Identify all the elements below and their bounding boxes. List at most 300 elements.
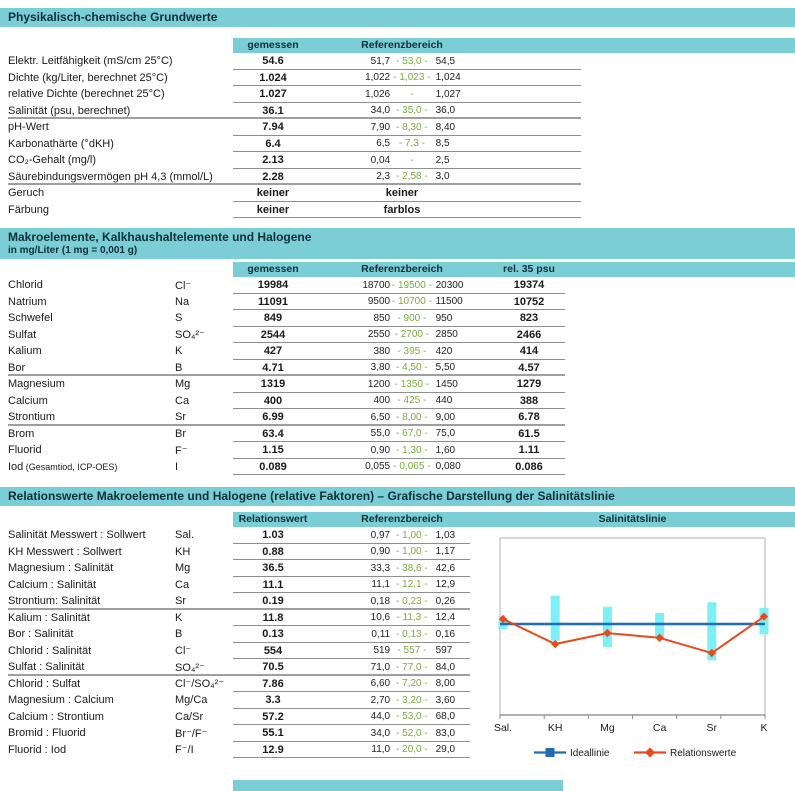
reference-range <box>313 105 491 116</box>
reference-mid: - 1,00 - <box>396 546 428 558</box>
measured-value: 1319 <box>260 378 286 391</box>
x-axis-label: Ca <box>652 722 667 734</box>
reference-max: 8,40 <box>435 121 456 133</box>
reference-min: 519 <box>373 645 391 657</box>
reference-max: 9,00 <box>435 411 456 423</box>
element-symbol: Ca <box>175 394 190 407</box>
reference-mid: - 38,6 - <box>396 562 428 574</box>
reference-min: 2,70 <box>370 694 391 706</box>
reference-min: 6,60 <box>370 678 391 690</box>
measured-value: keiner <box>256 187 290 200</box>
measured-value: 2.28 <box>262 170 284 183</box>
reference-mid: - 77,0 - <box>396 661 428 673</box>
element-symbol: B <box>175 361 183 374</box>
reference-min: 0,97 <box>370 529 391 541</box>
measured-value: 63.4 <box>262 427 284 440</box>
reference-mid: - 557 - <box>397 645 427 657</box>
reference-mid: - 395 - <box>397 345 427 357</box>
reference-min: 850 <box>373 312 391 324</box>
reference-min: 0,90 <box>370 444 391 456</box>
measured-value: 4.71 <box>262 361 284 374</box>
reference-range <box>313 280 491 291</box>
x-axis-label: K <box>760 722 768 734</box>
measured-value: 2544 <box>260 328 286 341</box>
row-label: Magnesium : Calcium <box>8 694 114 707</box>
legend-relation-label: Relationswerte <box>670 748 737 759</box>
reference-mid: - 67,0 - <box>396 428 428 440</box>
legend-ideal-marker <box>546 748 555 757</box>
reference-range-bar <box>603 607 612 647</box>
table-row <box>8 86 795 103</box>
reference-range <box>313 563 491 574</box>
reference-min: 400 <box>373 395 391 407</box>
reference-range <box>313 346 491 357</box>
reference-range <box>313 412 491 423</box>
reference-max: 3,60 <box>435 694 456 706</box>
row-label: pH-Wert <box>8 121 49 134</box>
table-row <box>8 426 795 443</box>
reference-min: 11,0 <box>371 744 391 756</box>
reference-mid: - <box>410 88 414 100</box>
reference-range <box>313 695 491 706</box>
row-label: Chlorid <box>8 279 43 292</box>
row-label: Kalium <box>8 345 42 358</box>
element-symbol: Br⁻/F⁻ <box>175 727 208 740</box>
reference-range <box>313 362 491 373</box>
reference-mid: - 0,065 - <box>393 461 431 473</box>
reference-min: 51,7 <box>370 55 391 67</box>
section-title-band <box>0 8 795 27</box>
reference-max: 12,9 <box>435 579 456 591</box>
element-symbol: Mg <box>175 562 191 575</box>
reference-range <box>313 89 491 100</box>
table-row <box>8 53 795 70</box>
table-row <box>8 70 795 87</box>
column-header-measured: gemessen <box>247 263 299 275</box>
reference-max: 3,0 <box>435 171 450 183</box>
reference-mid: - 1,023 - <box>393 72 431 84</box>
measured-value: 70.5 <box>262 661 284 674</box>
element-symbol: F⁻/I <box>175 744 194 757</box>
measured-value: 0.089 <box>259 460 287 473</box>
measured-value: 3.3 <box>265 694 281 707</box>
reference-mid: - 7,20 - <box>396 678 428 690</box>
row-label: Strontium: Salinität <box>8 595 101 608</box>
rel35-value: 6.78 <box>518 411 540 424</box>
element-symbol: Br <box>175 427 186 440</box>
measured-value: 6.4 <box>265 137 281 150</box>
row-label: Chlorid : Sulfat <box>8 677 81 690</box>
reference-max: 11500 <box>435 296 463 308</box>
element-symbol: B <box>175 628 183 641</box>
reference-mid: - 53,0 - <box>396 55 428 67</box>
rel35-value: 1279 <box>516 378 542 391</box>
reference-min: 0,055 <box>365 461 391 473</box>
row-divider <box>233 217 581 218</box>
reference-max: 0,080 <box>435 461 461 473</box>
measured-value: 1.027 <box>259 88 287 101</box>
reference-mid: - 425 - <box>397 395 427 407</box>
table-row <box>8 152 795 169</box>
element-symbol: Ca <box>175 578 190 591</box>
row-label: KH Messwert : Sollwert <box>8 545 122 558</box>
measured-value: 11.1 <box>262 578 284 591</box>
reference-range <box>313 579 491 590</box>
reference-min: 11,1 <box>371 579 391 591</box>
reference-max: 0,16 <box>435 628 456 640</box>
element-symbol: K <box>175 345 183 358</box>
reference-mid: - 10700 - <box>391 296 432 308</box>
measured-value: 1.03 <box>262 529 284 542</box>
row-label: Salinität Messwert : Sollwert <box>8 529 146 542</box>
measured-value: 19984 <box>257 279 289 292</box>
reference-range <box>313 122 491 133</box>
row-label: Dichte (kg/Liter, berechnet 25°C) <box>8 71 168 84</box>
reference-min: 33,3 <box>370 562 391 574</box>
reference-max: 8,5 <box>435 138 450 150</box>
row-label: Chlorid : Salinität <box>8 644 92 657</box>
table-row <box>8 327 795 344</box>
reference-min: 6,5 <box>376 138 391 150</box>
element-symbol: Na <box>175 295 190 308</box>
reference-min: 34,0 <box>370 727 391 739</box>
measured-value: keiner <box>256 203 290 216</box>
element-symbol: SO₄²⁻ <box>175 329 205 342</box>
measured-value: 57.2 <box>262 710 284 723</box>
reference-range <box>313 612 491 623</box>
reference-min: 0,18 <box>370 595 391 607</box>
reference-max: 1,024 <box>435 72 461 84</box>
measured-value: 7.94 <box>262 121 284 134</box>
reference-range <box>313 329 491 340</box>
x-axis-label: KH <box>547 722 563 734</box>
reference-max: 2,5 <box>435 154 450 166</box>
reference-range <box>313 728 491 739</box>
section-title: Physikalisch-chemische Grundwerte <box>8 10 218 24</box>
measured-value: 0.13 <box>262 628 284 641</box>
reference-range <box>313 744 491 755</box>
element-symbol: Sr <box>175 411 186 424</box>
rel35-value: 823 <box>519 312 539 325</box>
reference-range <box>313 138 491 149</box>
reference-mid: - 53,0 - <box>396 711 428 723</box>
column-header-reference: Referenzbereich <box>361 513 443 525</box>
row-label: Geruch <box>8 187 45 200</box>
reference-max: 12,4 <box>435 612 456 624</box>
row-label: Strontium <box>8 411 56 424</box>
table-rows <box>8 53 795 218</box>
reference-mid: - 2700 - <box>394 329 430 341</box>
row-label: Calcium : Salinität <box>8 578 97 591</box>
row-label: CO₂-Gehalt (mg/l) <box>8 154 97 167</box>
reference-max: 2850 <box>435 329 458 341</box>
reference-mid: - 52,0 - <box>396 727 428 739</box>
column-header-rel35psu: rel. 35 psu <box>503 263 555 275</box>
reference-max: 1,60 <box>435 444 456 456</box>
measured-value: 554 <box>263 644 283 657</box>
measured-value: 2.13 <box>262 154 284 167</box>
reference-range <box>313 645 491 656</box>
table-row <box>8 360 795 377</box>
measured-value: 1.15 <box>262 444 284 457</box>
row-label: Säurebindungsvermögen pH 4,3 (mmol/L) <box>8 170 213 183</box>
row-label: Fluorid : Iod <box>8 743 67 756</box>
reference-mid: - 0,13 - <box>396 628 428 640</box>
measured-value: 54.6 <box>262 55 284 68</box>
row-label: Magnesium <box>8 378 65 391</box>
row-label-note: (Gesamtiod, ICP-OES) <box>23 461 118 472</box>
rel35-value: 4.57 <box>518 361 540 374</box>
x-axis-label: Sal. <box>493 722 513 734</box>
reference-max: 42,6 <box>435 562 456 574</box>
reference-max: 1,027 <box>435 88 461 100</box>
element-symbol: Mg/Ca <box>175 694 208 707</box>
row-label: Bor : Salinität <box>8 628 74 641</box>
table-row <box>8 343 795 360</box>
measured-value: 12.9 <box>262 743 284 756</box>
reference-min: 10,6 <box>370 612 391 624</box>
reference-max: 29,0 <box>435 744 456 756</box>
reference-min: 2,3 <box>376 171 391 183</box>
section-title: Relationswerte Makroelemente und Halogene (relative Faktoren) – Grafische Darstellung der Salinitätslinie <box>8 489 615 503</box>
element-symbol: Mg <box>175 378 191 391</box>
next-section-band-cutoff <box>233 780 563 791</box>
element-symbol: Cl⁻ <box>175 279 192 292</box>
reference-mid: - 19500 - <box>391 279 432 291</box>
reference-max: 950 <box>435 312 453 324</box>
element-symbol: S <box>175 312 183 325</box>
row-label: Elektr. Leitfähigkeit (mS/cm 25°C) <box>8 55 173 68</box>
reference-min: 0,11 <box>371 628 391 640</box>
rel35-value: 10752 <box>513 295 545 308</box>
reference-max: 8,00 <box>435 678 456 690</box>
row-label: Calcium <box>8 394 48 407</box>
reference-max: 84,0 <box>435 661 456 673</box>
table-row <box>8 409 795 426</box>
legend-ideal-label: Ideallinie <box>570 748 610 759</box>
element-symbol: I <box>175 460 179 473</box>
rel35-value: 414 <box>519 345 539 358</box>
row-label: Sulfat : Salinität <box>8 661 85 674</box>
reference-mid: - 1350 - <box>394 378 430 390</box>
row-label: Sulfat <box>8 328 37 341</box>
reference-min: 1200 <box>367 378 391 390</box>
reference-min: 1,026 <box>365 88 391 100</box>
rel35-value: 19374 <box>513 279 545 292</box>
reference-min: 3,80 <box>370 362 391 374</box>
reference-max: 75,0 <box>435 428 456 440</box>
x-axis-label: Mg <box>600 722 615 734</box>
reference-mid: - 11,3 - <box>396 612 428 624</box>
rel35-value: 388 <box>519 394 539 407</box>
reference-mid: - 7,3 - <box>398 138 425 150</box>
row-label: relative Dichte (berechnet 25°C) <box>8 88 165 101</box>
element-symbol: Cl⁻ <box>175 645 192 658</box>
reference-max: 54,5 <box>435 55 456 67</box>
reference-range <box>313 379 491 390</box>
reference-max: 1450 <box>435 378 458 390</box>
table-row <box>8 442 795 459</box>
reference-min: 9500 <box>367 296 391 308</box>
reference-max: 1,03 <box>435 529 456 541</box>
reference-max: 420 <box>435 345 453 357</box>
reference-max: 5,50 <box>435 362 456 374</box>
measured-value: 11.8 <box>262 611 284 624</box>
reference-range-bar <box>760 608 769 635</box>
reference-range <box>313 56 491 67</box>
column-header-reference: Referenzbereich <box>361 263 443 275</box>
table-row <box>8 294 795 311</box>
section-title-band <box>0 487 795 506</box>
column-header-band <box>233 262 795 277</box>
row-label: Natrium <box>8 295 47 308</box>
reference-min: 34,0 <box>370 105 391 117</box>
reference-min: 18700 <box>362 279 391 291</box>
column-header-relation: Relationswert <box>238 513 308 525</box>
salinity-line-chart <box>488 528 788 768</box>
table-rows <box>8 277 795 475</box>
element-symbol: Cl⁻/SO₄²⁻ <box>175 678 225 691</box>
row-label: Magnesium : Salinität <box>8 562 114 575</box>
row-label: Karbonathärte (°dKH) <box>8 137 114 150</box>
section-title-band <box>0 228 795 259</box>
reference-mid: - 900 - <box>397 312 427 324</box>
reference-min: 0,04 <box>370 154 391 166</box>
x-axis-label: Sr <box>706 722 718 734</box>
element-symbol: K <box>175 611 183 624</box>
measured-value: 7.86 <box>262 677 284 690</box>
reference-range <box>313 313 491 324</box>
reference-range <box>313 711 491 722</box>
reference-max: 597 <box>435 645 453 657</box>
measured-value: 0.19 <box>262 595 284 608</box>
reference-mid: - 1,00 - <box>396 529 428 541</box>
reference-mid: - 8,00 - <box>396 411 428 423</box>
reference-max: 1,17 <box>435 546 456 558</box>
reference-max: 440 <box>435 395 453 407</box>
measured-value: 427 <box>263 345 283 358</box>
column-header-band <box>233 512 795 527</box>
reference-mid: - 2,58 - <box>396 171 428 183</box>
column-header-measured: gemessen <box>247 39 299 51</box>
reference-range <box>313 395 491 406</box>
table-row <box>8 393 795 410</box>
measured-value: 36.5 <box>262 562 284 575</box>
reference-mid: - 4,50 - <box>396 362 428 374</box>
reference-min: 2550 <box>367 329 391 341</box>
reference-min: 380 <box>373 345 391 357</box>
rel35-value: 2466 <box>516 328 542 341</box>
reference-min: 1,022 <box>365 72 391 84</box>
measured-value: 6.99 <box>262 411 284 424</box>
reference-mid: - 20,0 - <box>396 744 428 756</box>
row-label: Schwefel <box>8 312 53 325</box>
rel35-value: 61.5 <box>518 427 540 440</box>
reference-range <box>313 546 491 557</box>
reference-range <box>313 428 491 439</box>
reference-range <box>313 155 491 166</box>
element-symbol: Sal. <box>175 529 194 542</box>
reference-mid: - 35,0 - <box>396 105 428 117</box>
section-title: Makroelemente, Kalkhaushaltelemente und Halogene <box>8 230 312 244</box>
element-symbol: F⁻ <box>175 444 188 457</box>
table-row <box>8 277 795 294</box>
row-divider <box>233 474 565 475</box>
reference-mid: - 12,1 - <box>396 579 428 591</box>
reference-max: 36,0 <box>435 105 456 117</box>
row-label: Bromid : Fluorid <box>8 727 86 740</box>
reference-range: keiner <box>385 187 419 200</box>
row-label: Brom <box>8 427 35 440</box>
reference-max: 20300 <box>435 279 464 291</box>
rel35-value: 1.11 <box>518 444 540 457</box>
element-symbol: SO₄²⁻ <box>175 661 205 674</box>
chart-plot-area <box>500 538 765 715</box>
reference-range <box>313 596 491 607</box>
reference-max: 83,0 <box>435 727 456 739</box>
table-row <box>8 310 795 327</box>
reference-max: 68,0 <box>435 711 456 723</box>
reference-range: farblos <box>383 203 421 216</box>
reference-min: 6,50 <box>370 411 391 423</box>
measured-value: 11091 <box>258 295 288 308</box>
reference-range <box>313 296 491 307</box>
measured-value: 36.1 <box>262 104 284 117</box>
reference-mid: - 1,30 - <box>396 444 428 456</box>
table-row <box>8 103 795 120</box>
section-subtitle: in mg/Liter (1 mg = 0,001 g) <box>8 245 138 256</box>
row-label: Fluorid <box>8 444 42 457</box>
reference-mid: - 0,23 - <box>396 595 428 607</box>
element-symbol: Ca/Sr <box>175 710 204 723</box>
reference-min: 44,0 <box>370 711 391 723</box>
table-row <box>8 169 795 186</box>
reference-range <box>313 72 491 83</box>
table-row <box>8 119 795 136</box>
table-row <box>8 202 795 219</box>
reference-range <box>313 678 491 689</box>
row-label: Bor <box>8 361 26 374</box>
measured-value: 0.88 <box>262 545 284 558</box>
reference-min: 7,90 <box>370 121 391 133</box>
reference-range <box>313 662 491 673</box>
table-row <box>8 185 795 202</box>
row-label: Calcium : Strontium <box>8 710 104 723</box>
row-label: Iod (Gesamtiod, ICP-OES) <box>8 460 118 473</box>
table-row <box>8 376 795 393</box>
measured-value: 849 <box>263 312 283 325</box>
reference-range <box>313 629 491 640</box>
reference-range <box>313 461 491 472</box>
element-symbol: KH <box>175 545 191 558</box>
measured-value: 1.024 <box>259 71 287 84</box>
chart-title: Salinitätslinie <box>598 513 667 525</box>
row-label: Färbung <box>8 203 49 216</box>
table-row <box>8 136 795 153</box>
reference-max: 0,26 <box>435 595 456 607</box>
reference-min: 55,0 <box>370 428 391 440</box>
reference-mid: - 3,20 - <box>396 694 428 706</box>
measured-value: 400 <box>263 394 283 407</box>
measured-value: 55.1 <box>262 727 284 740</box>
rel35-value: 0.086 <box>515 460 543 473</box>
reference-range <box>313 530 491 541</box>
table-row <box>8 459 795 476</box>
reference-mid: - <box>410 154 414 166</box>
reference-range-bar <box>551 596 560 641</box>
column-header-band <box>233 38 795 53</box>
column-header-reference: Referenzbereich <box>361 39 443 51</box>
